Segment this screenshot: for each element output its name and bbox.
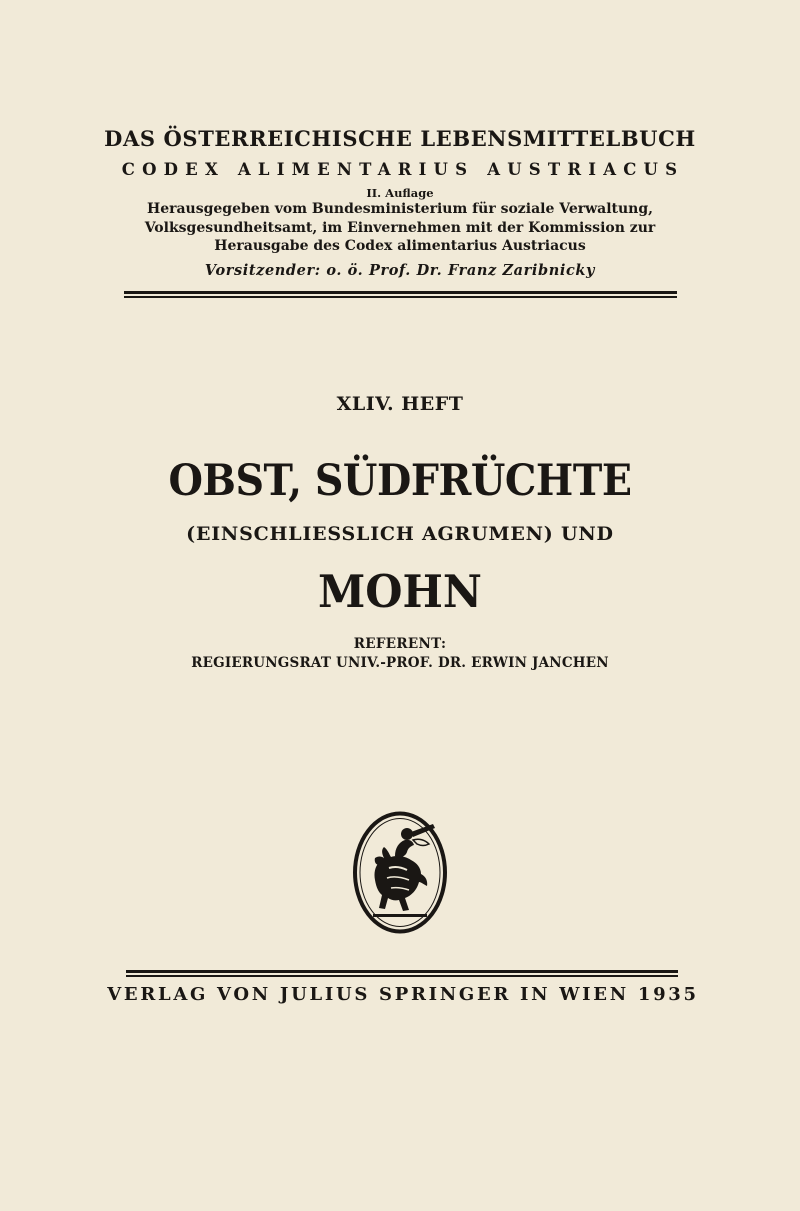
publisher-line: Herausgegeben vom Bundesministerium für soziale Verwaltung,	[146, 201, 654, 217]
header-divider-thin	[124, 296, 677, 298]
volume-number: XLIV. HEFT	[336, 393, 464, 415]
footer-divider-thick	[126, 970, 678, 973]
referent-name: REGIERUNGSRAT UNIV.-PROF. DR. ERWIN JANCHEN	[191, 655, 609, 671]
subtitle: (EINSCHLIESSLICH AGRUMEN) UND	[186, 523, 614, 545]
main-title-second: MOHN	[317, 565, 483, 618]
footer-divider-thin	[126, 975, 678, 977]
publisher-line: Herausgabe des Codex alimentarius Austriacus	[214, 238, 586, 254]
edition-label: II. Auflage	[366, 186, 434, 200]
series-latin-title: CODEX ALIMENTARIUS AUSTRIACUS	[121, 160, 685, 179]
publisher-imprint: VERLAG VON JULIUS SPRINGER IN WIEN 1935	[107, 984, 699, 1005]
chair-line: Vorsitzender: o. ö. Prof. Dr. Franz Zaribnicky	[204, 262, 596, 279]
springer-horse-emblem-icon	[351, 810, 449, 935]
header-divider-thick	[124, 291, 677, 294]
series-title: DAS ÖSTERREICHISCHE LEBENSMITTELBUCH	[104, 126, 696, 151]
main-title: OBST, SÜDFRÜCHTE	[168, 456, 632, 506]
publisher-line: Volksgesundheitsamt, im Einvernehmen mit der Kommission zur	[144, 220, 656, 236]
referent-label: REFERENT:	[353, 636, 447, 652]
